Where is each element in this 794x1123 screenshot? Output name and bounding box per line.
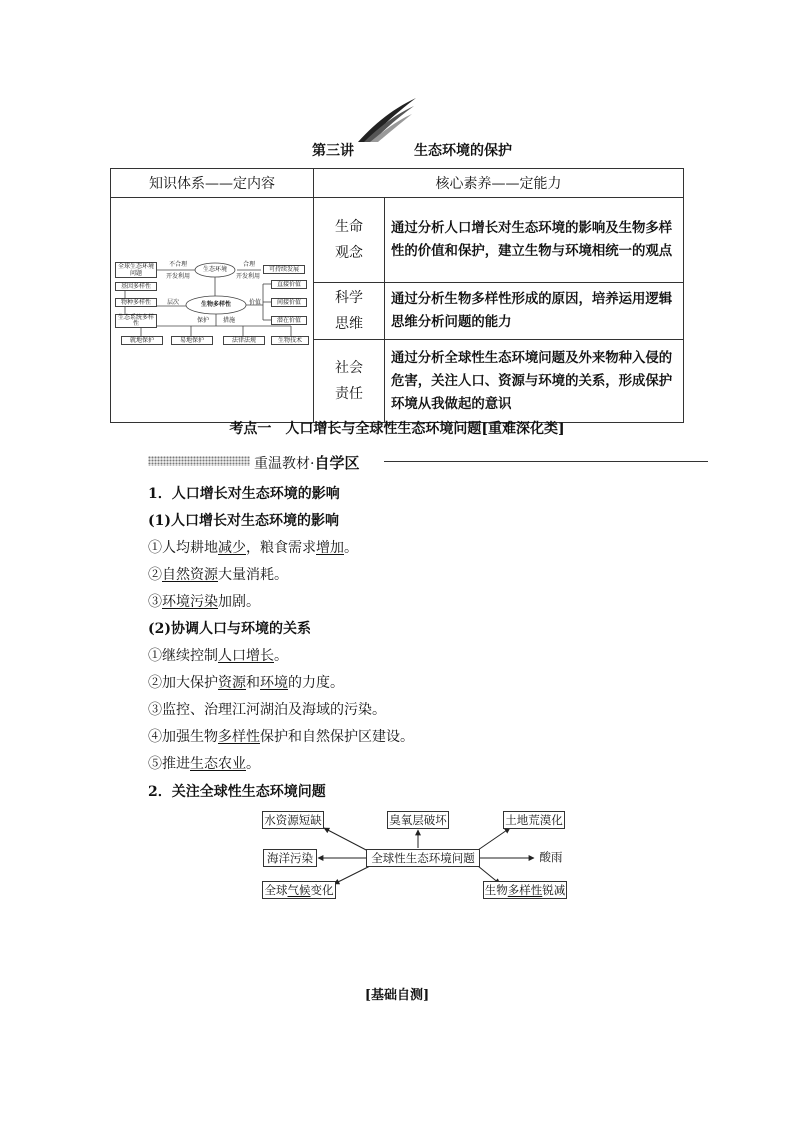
issue-water-shortage: 水资源短缺 <box>262 811 324 829</box>
mm-ex-situ: 易地保护 <box>171 336 213 345</box>
mm-value: 价值 <box>248 299 261 306</box>
mm-reasonable: 合理 <box>242 261 255 268</box>
content-line-8: ⑤推进生态农业。 <box>148 756 260 772</box>
content-line-2: ②自然资源大量消耗。 <box>148 567 288 583</box>
mm-biodiversity: 生物多样性 <box>200 301 231 308</box>
heading-1-2: (2)协调人口与环境的关系 <box>148 621 311 637</box>
content-line-6: ③监控、治理江河湖泊及海域的污染。 <box>148 702 386 718</box>
lecture-number: 第三讲 <box>312 143 354 159</box>
heading-2: 2．关注全球性生态环境问题 <box>148 784 326 800</box>
kaodian-heading: 考点一 人口增长与全球性生态环境问题[重难深化类] <box>229 421 565 437</box>
mm-potential: 潜在价值 <box>271 316 307 325</box>
mm-protect: 保护 <box>196 317 209 324</box>
heading-1-1: (1)人口增长对生态环境的影响 <box>148 513 339 529</box>
knowledge-mindmap-cell <box>111 198 314 423</box>
issue-climate-change: 全球气候变化 <box>262 881 336 899</box>
mm-gene: 基因多样性 <box>115 282 157 291</box>
mm-ecosystem: 生态系统多样性 <box>115 314 157 328</box>
issue-ocean-pollution: 海洋污染 <box>263 849 317 867</box>
mm-develop-use: 开发利用 <box>165 273 190 280</box>
category-life-concept: 生命 观念 <box>314 198 385 283</box>
section-divider <box>384 461 708 462</box>
lecture-title: 生态环境的保护 <box>414 143 512 159</box>
mm-no-reasonable: 不合理 <box>168 261 187 268</box>
mm-level: 层次 <box>166 299 179 306</box>
content-line-3: ③环境污染加剧。 <box>148 594 260 610</box>
mm-direct: 直接价值 <box>271 280 307 289</box>
content-line-5: ②加大保护资源和环境的力度。 <box>148 675 344 691</box>
category-scientific-thinking: 科学 思维 <box>314 283 385 340</box>
page-title <box>0 140 794 164</box>
mm-indirect: 间接价值 <box>271 298 307 307</box>
mm-measure: 措施 <box>222 317 235 324</box>
desc-life-concept: 通过分析人口增长对生态环境的影响及生物多样性的价值和保护，建立生物与环境相统一的观点 <box>385 198 684 283</box>
issue-ozone: 臭氧层破坏 <box>387 811 449 829</box>
basic-self-test-heading: [基础自测] <box>364 988 430 1003</box>
content-line-7: ④加强生物多样性保护和自然保护区建设。 <box>148 729 414 745</box>
heading-1: 1．人口增长对生态环境的影响 <box>148 486 340 502</box>
issue-biodiversity-loss: 生物多样性锐减 <box>484 883 566 897</box>
left-header: 知识体系——定内容 <box>111 169 314 198</box>
dotted-decoration <box>148 456 250 466</box>
swoosh-logo-icon <box>356 96 418 144</box>
section-title: 重温教材·自学区 <box>254 454 360 472</box>
mm-species: 物种多样性 <box>115 298 157 307</box>
mm-in-situ: 就地保护 <box>121 336 163 345</box>
mm-develop-use2: 开发利用 <box>235 273 260 280</box>
section-bar <box>148 452 708 472</box>
mm-global-issue: 全球生态环境问题 <box>115 262 157 278</box>
issue-desertification: 土地荒漠化 <box>503 811 565 829</box>
content-line-1: ①人均耕地减少，粮食需求增加。 <box>148 540 358 556</box>
desc-scientific-thinking: 通过分析生物多样性形成的原因，培养运用逻辑思维分析问题的能力 <box>385 283 684 340</box>
right-header: 核心素养——定能力 <box>314 169 684 198</box>
mm-env: 生态环境 <box>202 266 227 273</box>
mm-law: 法律法规 <box>223 336 265 345</box>
overview-table <box>110 168 684 423</box>
issue-center: 全球性生态环境问题 <box>366 849 480 867</box>
content-line-4: ①继续控制人口增长。 <box>148 648 288 664</box>
knowledge-mindmap <box>111 198 311 414</box>
mm-biotech: 生物技术 <box>271 336 309 345</box>
desc-social-responsibility: 通过分析全球性生态环境问题及外来物种入侵的危害，关注人口、资源与环境的关系，形成保护环境从我做起的意识 <box>385 340 684 423</box>
category-social-responsibility: 社会 责任 <box>314 340 385 423</box>
issue-acid-rain: 酸雨 <box>536 849 566 865</box>
mm-sustainable: 可持续发展 <box>263 265 305 274</box>
